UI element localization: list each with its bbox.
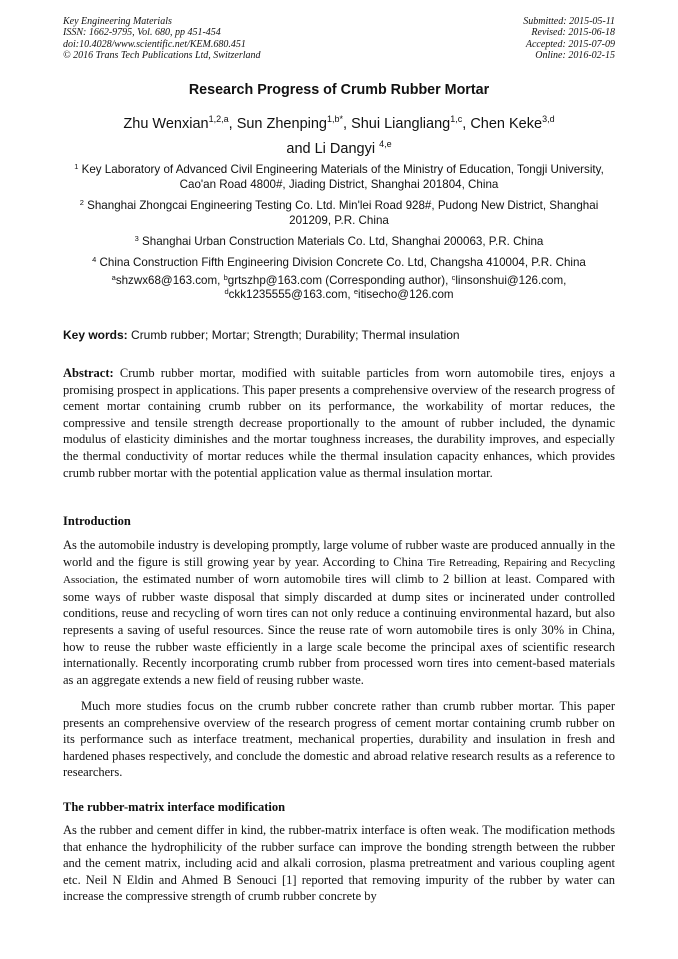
paragraph-text: As the automobile industry is developing promptly, large volume of rubber waste are produced annually in the world and the figure is still growing year by year. According to China <box>63 538 615 569</box>
affiliation-number: 4 <box>92 255 97 264</box>
online-date: Online: 2016-02-15 <box>535 49 615 61</box>
journal-info <box>63 16 261 61</box>
email-mark: a <box>111 273 116 282</box>
issn-line: ISSN: 1662-9795, Vol. 680, pp 451-454 <box>63 27 221 39</box>
author-line-1: Zhu Wenxian$^{1,2,a}$, Sun Zhenping$^{1,b*}$, Shui Liangliang$^{1,c}$, Chen Keke$^{3,d}$ <box>123 114 555 132</box>
author-name: Chen Keke <box>470 116 543 132</box>
revised-date: Revised: 2015-06-18 <box>531 27 615 39</box>
section-heading-interface: The rubber-matrix interface modification <box>63 800 286 814</box>
submitted-date: Submitted: 2015-05-11 <box>523 16 615 27</box>
paper-title: Research Progress of Crumb Rubber Mortar <box>188 82 490 98</box>
journal-name: Key Engineering Materials <box>63 16 172 27</box>
affiliation-text: Shanghai Zhongcai Engineering Testing Co. Ltd. Min'lei Road 928#, Pudong New District, Shanghai 201209, P.R. China <box>87 199 599 227</box>
email-mark: c <box>451 273 456 282</box>
email-list <box>60 274 618 302</box>
paragraph-text: , the estimated number of worn automobile tires will climb to 2 billion at least. Compared with some ways of rubber waste disposal that simply discarded at dump sites or incinerated under controlled conditions, reuse and recycling of worn tires can not only reduce a continuing environmental hazard, but also represents a saving of useful resources. Since the reuse rate of worn automobile tires is only 30% in China, how to reuse the rubber waste efficiently in a large scale become the principal axes of scientific research internationally. Recently incorporating crumb rubber from processed worn tires into cement-based materials as an aggregate extends a new field of reusing rubber waste. <box>63 572 615 687</box>
email-address: grtszhp@163.com (Corresponding author), <box>227 274 452 287</box>
author-line-2 <box>0 137 678 162</box>
keywords-label: Key words: <box>63 328 128 342</box>
keywords-text: Crumb rubber; Mortar; Strength; Durability; Thermal insulation <box>127 328 460 342</box>
author-name: Shui Liangliang <box>351 116 451 132</box>
email-address: shzwx68@163.com, <box>115 274 224 287</box>
email-address: itisecho@126.com <box>358 288 454 301</box>
keywords <box>63 328 615 342</box>
association-name: Tire Retreading, Repairing and Recycling Association <box>63 556 615 587</box>
affiliation-number: 3 <box>134 234 139 243</box>
author-affiliation-mark: 4,e <box>379 139 392 149</box>
email-mark: d <box>224 287 229 296</box>
email-mark: e <box>353 287 358 296</box>
author-name: Zhu Wenxian <box>123 116 209 132</box>
email-address: ckk1235555@163.com, <box>228 288 354 301</box>
accepted-date: Accepted: 2015-07-09 <box>525 38 615 50</box>
author-affiliation-mark: 3,d <box>542 114 555 124</box>
abstract-text: Crumb rubber mortar, modified with suitable particles from worn automobile tires, enjoys a promising prospect in applications. This paper presents a comprehensive overview of the research progress of cement mortar containing crumb rubber on its performance, the workability of mortar reduces, the compressive and tensile strength decrease proportionally to the amount of rubber included, the dynamic modulus of elasticity diminishes and the mortar toughness increases, the durability improves, and especially the thermal conductivity of mortar reduces while the thermal insulation capacity enhances, which provides crumb rubber mortar with the potential application value as thermal insulation mortar. <box>63 366 615 480</box>
affiliations <box>60 162 618 302</box>
author-affiliation-mark: 1,b* <box>326 114 343 124</box>
introduction-paragraph-1 <box>63 537 615 688</box>
affiliation-number: 2 <box>79 198 84 207</box>
affiliation-text: Shanghai Urban Construction Materials Co. Ltd, Shanghai 200063, P.R. China <box>142 235 544 248</box>
publication-dates <box>523 16 615 61</box>
section-heading-introduction: Introduction <box>63 514 131 528</box>
introduction-paragraph-2: Much more studies focus on the crumb rubber concrete rather than crumb rubber mortar. This paper presents an comprehensive overview of the research progress of cement mortar containing crumb rubber on its performance such as interface treatment, mechanical properties, durability and insulation in fresh and hardened phases respectively, and conclude the domestic and abroad relative research results as a reference to researchers. <box>63 699 615 780</box>
affiliation-number: 1 <box>74 162 79 171</box>
doi-line: doi:10.4028/www.scientific.net/KEM.680.451 <box>63 38 246 50</box>
author-name: Sun Zhenping <box>236 116 327 132</box>
affiliation-text: Key Laboratory of Advanced Civil Engineering Materials of the Ministry of Education, Tongji University, Cao'an Road 4800#, Jiading District, Shanghai 201804, China <box>81 163 604 191</box>
copyright-line: © 2016 Trans Tech Publications Ltd, Switzerland <box>63 49 261 61</box>
affiliation-text: China Construction Fifth Engineering Division Concrete Co. Ltd, Changsha 410004, P.R. China <box>99 256 586 269</box>
email-address: linsonshui@126.com, <box>455 274 567 287</box>
affiliation-1 <box>60 162 618 192</box>
interface-paragraph-1: As the rubber and cement differ in kind, the rubber-matrix interface is often weak. The modification methods that enhance the hydrophilicity of the rubber surface can improve the bonding strength between the rubber and the cement matrix, including acid and alkali corrosion, plasma pretreatment and various coupling agent etc. Neil N Eldin and Ahmed B Senouci [1] reported that removing impurity of the rubber by water can increase the compressive strength of crumb rubber concrete by <box>63 823 615 904</box>
affiliation-3 <box>60 234 618 249</box>
abstract <box>63 365 615 481</box>
author-affiliation-mark: 1,2,a <box>208 114 229 124</box>
email-mark: b <box>223 273 228 282</box>
abstract-label: Abstract: <box>63 366 114 380</box>
author-list <box>0 112 678 162</box>
affiliation-4 <box>60 255 618 270</box>
affiliation-2 <box>60 198 618 228</box>
author-affiliation-mark: 1,c <box>450 114 463 124</box>
author-name: and Li Dangyi <box>286 141 376 157</box>
